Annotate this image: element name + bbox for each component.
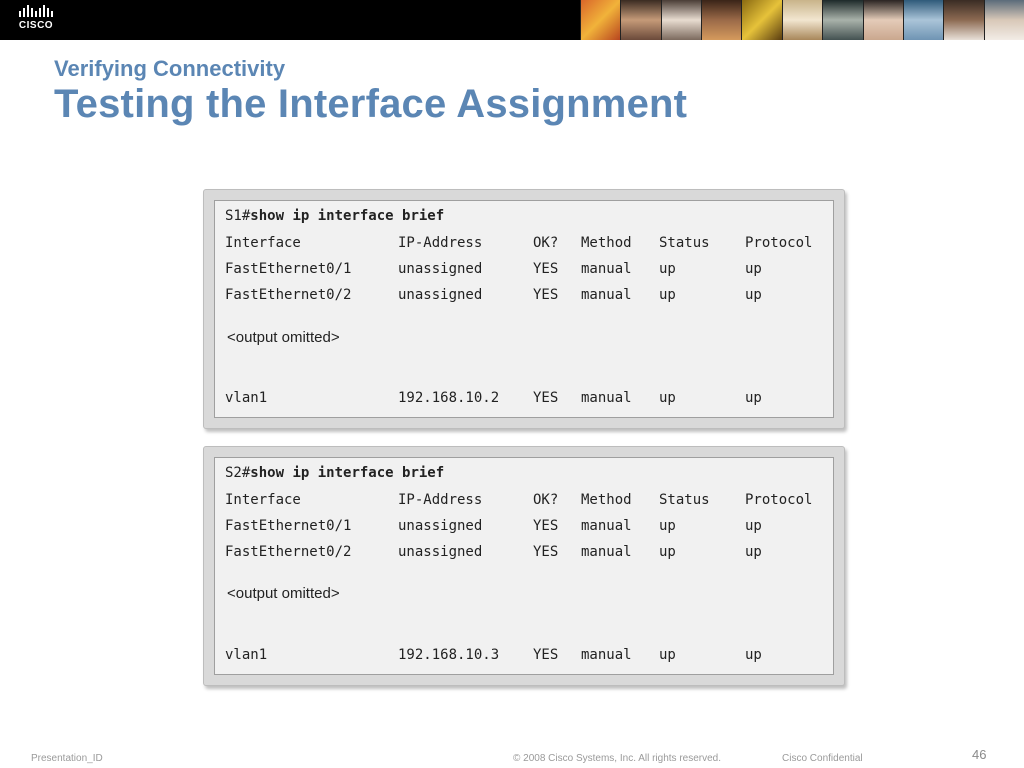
- status-cell: up: [659, 287, 676, 303]
- status-cell: up: [659, 647, 676, 663]
- header-bar: [0, 0, 1024, 40]
- method-cell: manual: [581, 261, 632, 277]
- ok-cell: YES: [533, 261, 559, 277]
- column-header: Interface: [225, 492, 301, 508]
- method-cell: manual: [581, 544, 632, 560]
- ok-cell: YES: [533, 390, 559, 406]
- ip-address-cell: unassigned: [398, 518, 483, 534]
- terminal-panel-s2: [203, 446, 845, 686]
- method-cell: manual: [581, 518, 632, 534]
- cli-prompt: S2#: [225, 465, 251, 481]
- column-header: IP-Address: [398, 235, 483, 251]
- interface-cell: FastEthernet0/2: [225, 544, 352, 560]
- status-cell: up: [659, 518, 676, 534]
- method-cell: manual: [581, 287, 632, 303]
- terminal-output: [214, 457, 834, 675]
- column-header: Interface: [225, 235, 301, 251]
- ok-cell: YES: [533, 287, 559, 303]
- cisco-logo: [10, 5, 62, 35]
- interface-cell: FastEthernet0/2: [225, 287, 352, 303]
- column-header: Status: [659, 235, 710, 251]
- terminal-output: [214, 200, 834, 418]
- ip-address-cell: 192.168.10.3: [398, 647, 500, 663]
- slide-title: Testing the Interface Assignment: [54, 82, 688, 126]
- column-header: OK?: [533, 235, 559, 251]
- column-header: Status: [659, 492, 710, 508]
- slide-subtitle: Verifying Connectivity: [54, 56, 286, 81]
- cli-command: show ip interface brief: [250, 465, 445, 481]
- ip-address-cell: 192.168.10.2: [398, 390, 500, 406]
- ip-address-cell: unassigned: [398, 287, 483, 303]
- ok-cell: YES: [533, 518, 559, 534]
- status-cell: up: [659, 390, 676, 406]
- method-cell: manual: [581, 647, 632, 663]
- ip-address-cell: unassigned: [398, 544, 483, 560]
- header-photo: [661, 0, 701, 40]
- header-photo: [822, 0, 862, 40]
- interface-cell: FastEthernet0/1: [225, 261, 352, 277]
- terminal-panel-s1: [203, 189, 845, 429]
- command-line: [225, 465, 444, 481]
- header-photo: [863, 0, 903, 40]
- header-photo: [943, 0, 983, 40]
- column-header: OK?: [533, 492, 559, 508]
- output-omitted-note: <output omitted>: [227, 329, 340, 346]
- ok-cell: YES: [533, 647, 559, 663]
- header-photo-strip: [580, 0, 1024, 40]
- footer-confidential: Cisco Confidential: [782, 753, 863, 764]
- protocol-cell: up: [745, 518, 762, 534]
- cisco-logo-text: CISCO: [18, 20, 54, 31]
- header-photo: [741, 0, 781, 40]
- protocol-cell: up: [745, 287, 762, 303]
- protocol-cell: up: [745, 544, 762, 560]
- footer-copyright: © 2008 Cisco Systems, Inc. All rights reserved.: [513, 753, 722, 764]
- column-header: IP-Address: [398, 492, 483, 508]
- interface-cell: vlan1: [225, 390, 268, 406]
- header-photo: [984, 0, 1024, 40]
- ip-address-cell: unassigned: [398, 261, 483, 277]
- slide-page-number: 46: [972, 747, 987, 762]
- protocol-cell: up: [745, 390, 762, 406]
- method-cell: manual: [581, 390, 632, 406]
- interface-cell: vlan1: [225, 647, 268, 663]
- protocol-cell: up: [745, 647, 762, 663]
- command-line: [225, 208, 444, 224]
- column-header: Protocol: [745, 492, 813, 508]
- header-photo: [782, 0, 822, 40]
- column-header: Method: [581, 492, 632, 508]
- footer-presentation-id: Presentation_ID: [31, 753, 103, 764]
- header-photo: [580, 0, 620, 40]
- protocol-cell: up: [745, 261, 762, 277]
- column-header: Protocol: [745, 235, 813, 251]
- ok-cell: YES: [533, 544, 559, 560]
- header-photo: [701, 0, 741, 40]
- header-photo: [620, 0, 660, 40]
- header-photo: [903, 0, 943, 40]
- output-omitted-note: <output omitted>: [227, 585, 340, 602]
- cli-command: show ip interface brief: [250, 208, 445, 224]
- cli-prompt: S1#: [225, 208, 251, 224]
- cisco-bridge-icon: [10, 5, 62, 19]
- interface-cell: FastEthernet0/1: [225, 518, 352, 534]
- column-header: Method: [581, 235, 632, 251]
- status-cell: up: [659, 261, 676, 277]
- status-cell: up: [659, 544, 676, 560]
